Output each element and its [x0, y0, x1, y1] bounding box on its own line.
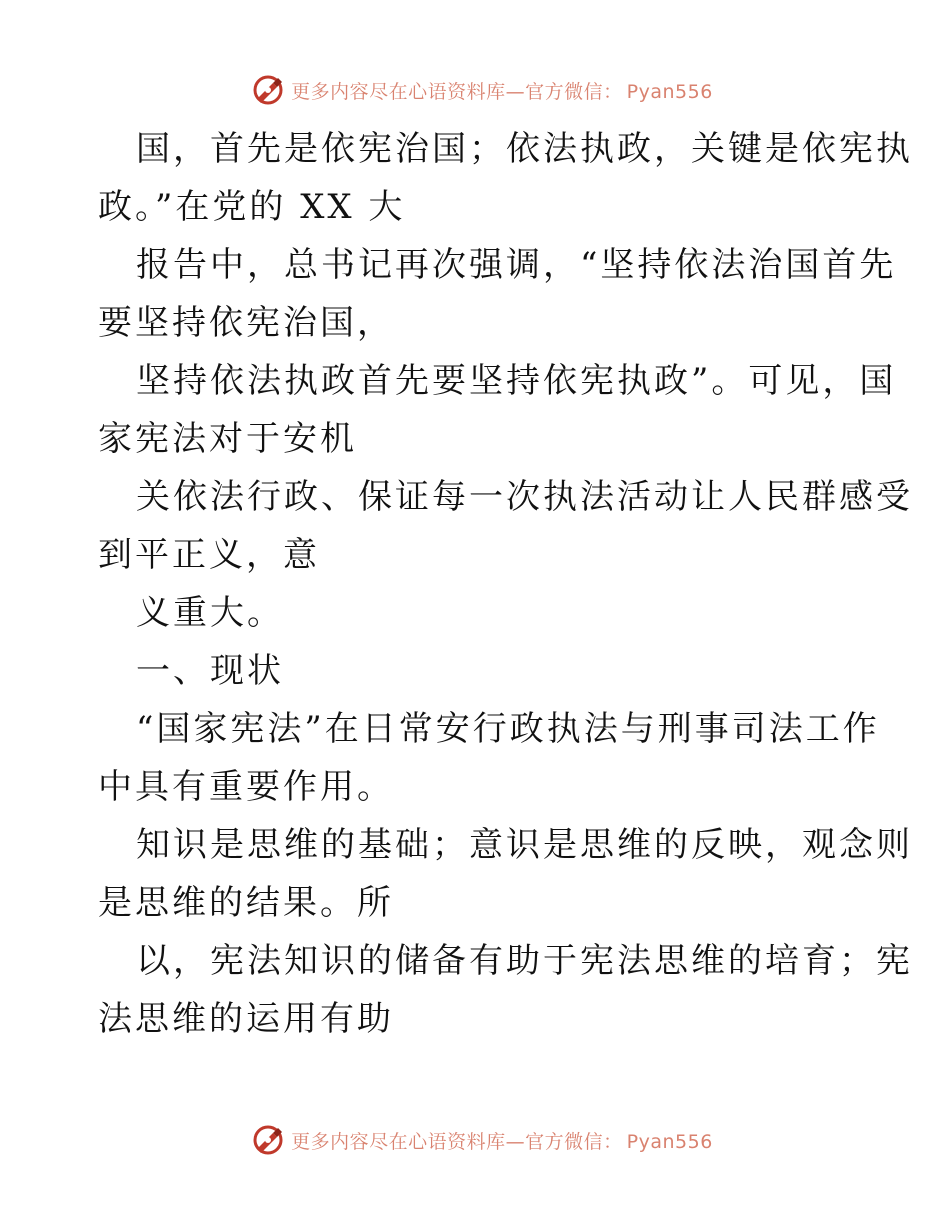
paragraph-line: 中具有重要作用。	[98, 767, 394, 807]
pen-logo-icon	[251, 1123, 285, 1157]
paragraph-line: 一、现状	[136, 651, 284, 691]
paragraph-line: 义重大。	[136, 593, 284, 633]
watermark-wechat-id: Pyan556	[626, 1130, 713, 1153]
paragraph-line: 法思维的运用有助	[98, 999, 394, 1039]
document-body	[98, 120, 913, 1048]
watermark-group	[251, 73, 713, 107]
footer-watermark	[0, 1120, 950, 1160]
paragraph-line: 到平正义，意	[98, 535, 320, 575]
paragraph-line: 坚持依法执政首先要坚持依宪执政”。可见，国	[136, 361, 897, 401]
watermark-text	[291, 1127, 713, 1154]
paragraph-line: 政。”在党的 XX 大	[98, 187, 406, 227]
paragraph-line: 要坚持依宪治国，	[98, 303, 394, 343]
paragraph-line: 家宪法对于安机	[98, 419, 357, 459]
paragraph-line: 是思维的结果。所	[98, 883, 394, 923]
paragraph-line: 国，首先是依宪治国；依法执政，关键是依宪执	[136, 129, 913, 169]
watermark-label: 更多内容尽在心语资料库—官方微信：	[291, 80, 623, 103]
header-watermark	[0, 70, 950, 110]
paragraph-line: “国家宪法”在日常安行政执法与刑事司法工作	[136, 709, 880, 749]
watermark-text	[291, 77, 713, 104]
paragraph-line: 关依法行政、保证每一次执法活动让人民群感受	[136, 477, 913, 517]
watermark-group	[251, 1123, 713, 1157]
watermark-label: 更多内容尽在心语资料库—官方微信：	[291, 1130, 623, 1153]
paragraph-line: 知识是思维的基础；意识是思维的反映，观念则	[136, 825, 913, 865]
paragraph-line: 以，宪法知识的储备有助于宪法思维的培育；宪	[136, 941, 913, 981]
watermark-wechat-id: Pyan556	[626, 80, 713, 103]
paragraph-line: 报告中，总书记再次强调，“坚持依法治国首先	[136, 245, 897, 285]
pen-logo-icon	[251, 73, 285, 107]
